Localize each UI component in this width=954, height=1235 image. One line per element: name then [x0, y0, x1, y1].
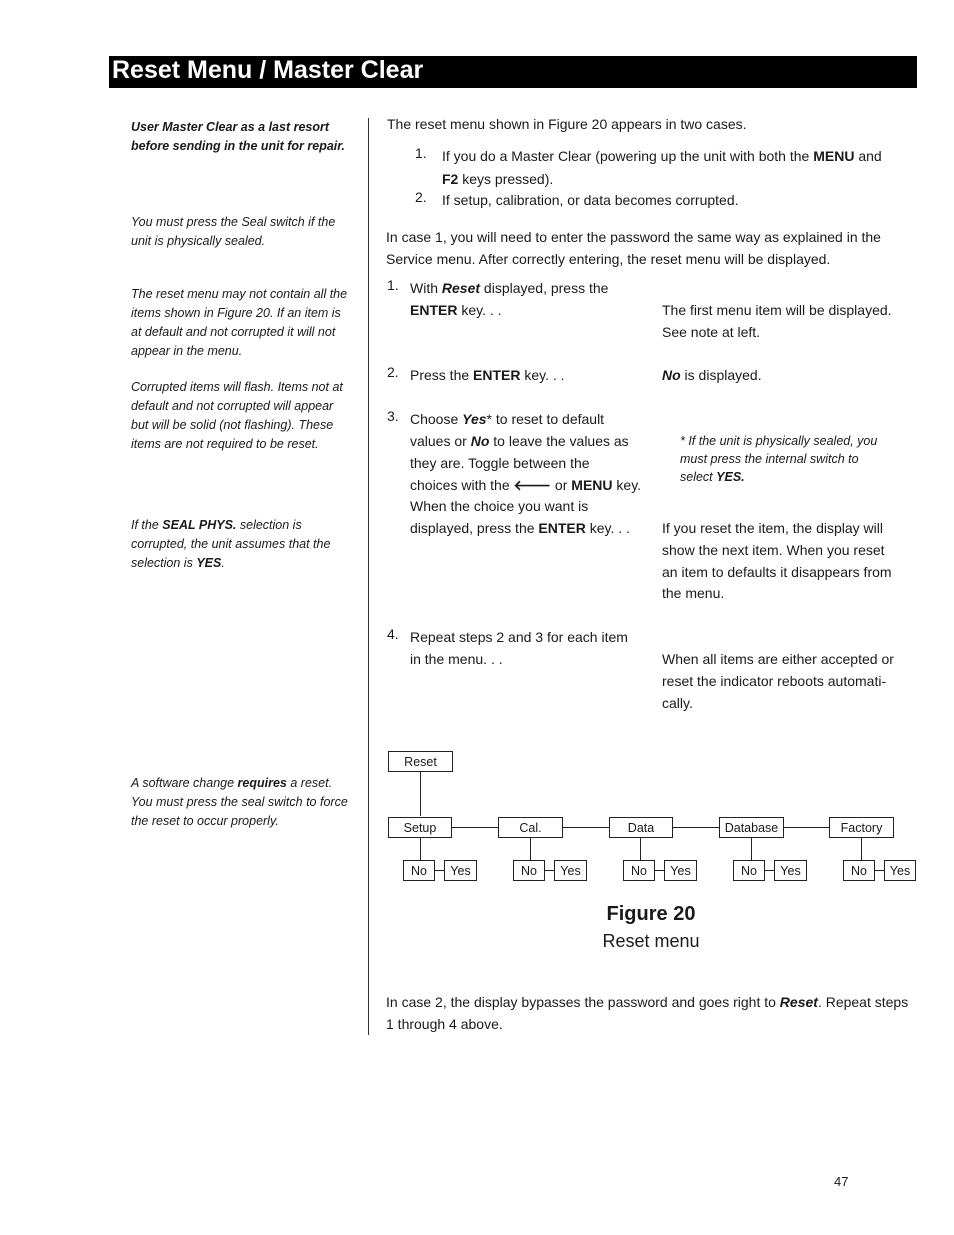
- case-1-paragraph-line-1: In case 1, you will need to enter the password the same way as explained in the: [386, 229, 881, 245]
- step-1-result-line-2: See note at left.: [662, 324, 761, 340]
- left-arrow-icon: 🡐: [513, 477, 552, 493]
- sidebar-note-software-change: A software change requires a reset. You must press the seal switch to force the reset to occur properly.: [131, 776, 348, 828]
- diagram-node-reset: Reset: [388, 751, 453, 772]
- diagram-node-no: No: [623, 860, 655, 881]
- diagram-node-no: No: [733, 860, 765, 881]
- sidebar-note-menu-contents: The reset menu may not contain all the items shown in Figure 20. If an item is at default and not corrupted it will not appear in the menu.: [131, 287, 348, 358]
- step-number: 1.: [387, 277, 399, 293]
- sidebar-note-seal-phys: If the SEAL PHYS. selection is corrupted, the unit assumes that the selection is YES.: [131, 518, 331, 570]
- diagram-node-data: Data: [609, 817, 673, 838]
- step-3-line-3: they are. Toggle between the: [410, 455, 590, 471]
- diagram-connector: [861, 838, 862, 862]
- page-title: Reset Menu / Master Clear: [112, 56, 424, 84]
- diagram-connector: [435, 870, 444, 871]
- diagram-connector: [640, 838, 641, 862]
- diagram-node-yes: Yes: [554, 860, 587, 881]
- intro-text: The reset menu shown in Figure 20 appears in two cases.: [387, 116, 747, 132]
- sidebar-note-master-clear: User Master Clear as a last resort before sending in the unit for repair.: [131, 120, 345, 153]
- step-number: 4.: [387, 626, 399, 642]
- step-4-result-line-3: cally.: [662, 695, 693, 711]
- step-3-line-4: choices with the 🡐 or MENU key.: [410, 477, 642, 493]
- diagram-node-database: Database: [719, 817, 784, 838]
- case-2-line: If setup, calibration, or data becomes corrupted.: [442, 192, 739, 208]
- seal-note-line-1: * If the unit is physically sealed, you: [680, 434, 878, 448]
- diagram-node-no: No: [403, 860, 435, 881]
- case-2-paragraph-line-2: 1 through 4 above.: [386, 1016, 503, 1032]
- diagram-node-yes: Yes: [664, 860, 697, 881]
- step-number: 3.: [387, 408, 399, 424]
- step-3-line-1: Choose Yes* to reset to default: [410, 411, 605, 427]
- case-1-line-1: If you do a Master Clear (powering up the unit with both the MENU and: [442, 148, 882, 164]
- seal-note-line-2: must press the internal switch to: [680, 452, 859, 466]
- step-4-result-line-2: reset the indicator reboots automati-: [662, 673, 887, 689]
- header-bar: [109, 56, 917, 88]
- diagram-node-yes: Yes: [444, 860, 477, 881]
- case-1-paragraph-line-2: Service menu. After correctly entering, the reset menu will be displayed.: [386, 251, 831, 267]
- figure-title: Figure 20: [606, 903, 696, 925]
- diagram-connector: [751, 838, 752, 862]
- diagram-node-no: No: [513, 860, 545, 881]
- diagram-node-cal: Cal.: [498, 817, 563, 838]
- step-3-result-line-3: an item to defaults it disappears from: [662, 564, 892, 580]
- diagram-connector: [765, 870, 774, 871]
- step-1-line-1: With Reset displayed, press the: [410, 280, 609, 296]
- sidebar-note-seal-switch: You must press the Seal switch if the unit is physically sealed.: [131, 215, 336, 248]
- diagram-connector: [420, 838, 421, 862]
- case-number: 2.: [415, 189, 427, 205]
- step-3-result-line-2: show the next item. When you reset: [662, 542, 885, 558]
- step-3-line-6: displayed, press the ENTER key. . .: [410, 520, 630, 536]
- step-1-result-line-1: The first menu item will be displayed.: [662, 302, 892, 318]
- sidebar-note-corrupted-items: Corrupted items will flash. Items not at default and not corrupted will appear but will be solid (not flashing). These items are not required to be reset.: [131, 380, 343, 451]
- step-3-line-5: When the choice you want is: [410, 498, 589, 514]
- diagram-connector: [530, 838, 531, 862]
- step-4-result-line-1: When all items are either accepted or: [662, 651, 894, 667]
- step-2-result: No is displayed.: [662, 367, 762, 383]
- step-1-line-2: ENTER key. . .: [410, 302, 502, 318]
- diagram-connector: [875, 870, 884, 871]
- case-2-paragraph-line-1: In case 2, the display bypasses the password and goes right to Reset. Repeat steps: [386, 994, 909, 1010]
- step-3-result-line-4: the menu.: [662, 585, 725, 601]
- diagram-connector: [545, 870, 554, 871]
- case-number: 1.: [415, 145, 427, 161]
- step-3-result-line-1: If you reset the item, the display will: [662, 520, 883, 536]
- diagram-connector: [655, 870, 664, 871]
- diagram-node-yes: Yes: [774, 860, 807, 881]
- diagram-node-yes: Yes: [884, 860, 916, 881]
- step-number: 2.: [387, 364, 399, 380]
- diagram-node-no: No: [843, 860, 875, 881]
- column-divider: [368, 118, 369, 1035]
- diagram-connector: [420, 772, 421, 816]
- case-1-line-2: F2 keys pressed).: [442, 171, 554, 187]
- diagram-node-setup: Setup: [388, 817, 452, 838]
- step-3-line-2: values or No to leave the values as: [410, 433, 629, 449]
- seal-note-line-3: select YES.: [680, 470, 745, 484]
- figure-caption: Reset menu: [602, 931, 700, 951]
- step-4-line-2: in the menu. . .: [410, 651, 503, 667]
- diagram-node-factory: Factory: [829, 817, 894, 838]
- step-2-line: Press the ENTER key. . .: [410, 367, 565, 383]
- page-number: 47: [834, 1174, 849, 1189]
- step-4-line-1: Repeat steps 2 and 3 for each item: [410, 629, 628, 645]
